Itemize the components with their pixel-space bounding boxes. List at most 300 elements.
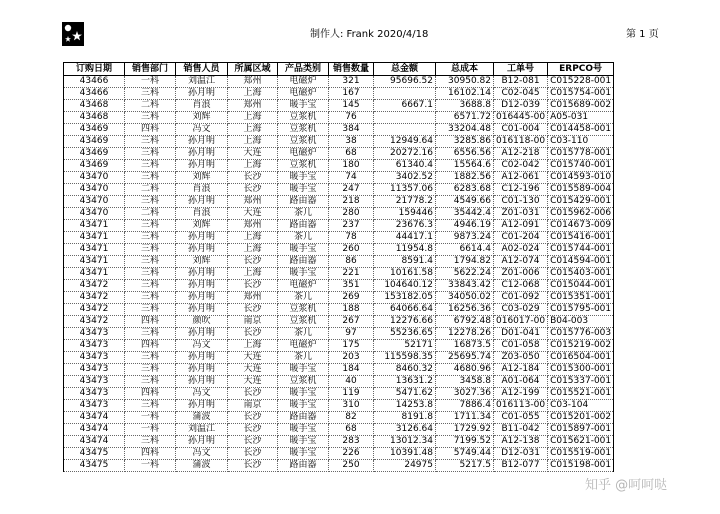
erpco-cell: C015201-002 [548, 412, 614, 424]
total-cost-cell: 4549.66 [436, 196, 494, 208]
region-cell: 长沙 [228, 460, 278, 472]
category-cell: 路由器 [278, 412, 329, 424]
work-order-cell: 016118-00 [494, 136, 548, 148]
order-date-cell: 43469 [64, 148, 125, 160]
region-cell: 长沙 [228, 424, 278, 436]
column-header: 所属区域 [228, 63, 278, 76]
salesperson-cell: 孙月明 [176, 136, 228, 148]
quantity-cell: 188 [329, 304, 374, 316]
total-amount-cell: 153182.05 [374, 292, 436, 304]
table-row [64, 448, 614, 460]
quantity-cell: 184 [329, 364, 374, 376]
erpco-cell: C015744-001 [548, 244, 614, 256]
order-date-cell: 43469 [64, 136, 125, 148]
work-order-cell: A12-138 [494, 436, 548, 448]
total-cost-cell: 6614.4 [436, 244, 494, 256]
erpco-cell: C015795-001 [548, 304, 614, 316]
total-cost-cell: 15564.6 [436, 160, 494, 172]
total-amount-cell: 55236.65 [374, 328, 436, 340]
work-order-cell: 016113-00 [494, 400, 548, 412]
region-cell: 南京 [228, 316, 278, 328]
work-order-cell: C03-029 [494, 304, 548, 316]
quantity-cell: 260 [329, 244, 374, 256]
table-row [64, 460, 614, 472]
quantity-cell: 119 [329, 388, 374, 400]
department-cell: 三科 [125, 268, 176, 280]
region-cell: 上海 [228, 244, 278, 256]
total-amount-cell [374, 88, 436, 100]
region-cell: 上海 [228, 160, 278, 172]
erpco-cell: C015519-001 [548, 448, 614, 460]
category-cell: 茶几 [278, 328, 329, 340]
category-cell: 电磁炉 [278, 280, 329, 292]
category-cell: 电磁炉 [278, 88, 329, 100]
salesperson-cell: 刘辉 [176, 112, 228, 124]
department-cell: 三科 [125, 376, 176, 388]
department-cell: 四科 [125, 388, 176, 400]
total-cost-cell: 1882.56 [436, 172, 494, 184]
erpco-cell: C03-110 [548, 136, 614, 148]
order-date-cell: 43470 [64, 196, 125, 208]
work-order-cell: C12-196 [494, 184, 548, 196]
quantity-cell: 310 [329, 400, 374, 412]
total-amount-cell: 12276.66 [374, 316, 436, 328]
total-amount-cell: 61340.4 [374, 160, 436, 172]
salesperson-cell: 肖浪 [176, 208, 228, 220]
erpco-cell: C015044-001 [548, 280, 614, 292]
total-amount-cell: 23676.3 [374, 220, 436, 232]
quantity-cell: 82 [329, 412, 374, 424]
table-row [64, 424, 614, 436]
region-cell: 长沙 [228, 256, 278, 268]
category-cell: 电磁炉 [278, 148, 329, 160]
quantity-cell: 38 [329, 136, 374, 148]
work-order-cell: A12-091 [494, 220, 548, 232]
work-order-cell: C01-092 [494, 292, 548, 304]
total-cost-cell: 16873.5 [436, 340, 494, 352]
total-amount-cell: 8191.8 [374, 412, 436, 424]
work-order-cell: Z01-006 [494, 268, 548, 280]
total-amount-cell: 11357.06 [374, 184, 436, 196]
salesperson-cell: 冯文 [176, 340, 228, 352]
total-cost-cell: 1711.34 [436, 412, 494, 424]
salesperson-cell: 孙月明 [176, 196, 228, 208]
quantity-cell: 76 [329, 112, 374, 124]
quantity-cell: 226 [329, 448, 374, 460]
salesperson-cell: 肖浪 [176, 184, 228, 196]
table-row [64, 352, 614, 364]
total-amount-cell: 115598.35 [374, 352, 436, 364]
region-cell: 上海 [228, 112, 278, 124]
order-date-cell: 43473 [64, 364, 125, 376]
department-cell: 二科 [125, 208, 176, 220]
total-amount-cell: 3126.64 [374, 424, 436, 436]
region-cell: 长沙 [228, 172, 278, 184]
column-header: 销售人员 [176, 63, 228, 76]
erpco-cell: C015621-001 [548, 436, 614, 448]
order-date-cell: 43471 [64, 232, 125, 244]
department-cell: 一科 [125, 76, 176, 88]
quantity-cell: 321 [329, 76, 374, 88]
table-row [64, 436, 614, 448]
order-date-cell: 43466 [64, 76, 125, 88]
salesperson-cell: 孙月明 [176, 244, 228, 256]
salesperson-cell: 颜吹 [176, 316, 228, 328]
total-cost-cell: 9873.24 [436, 232, 494, 244]
category-cell: 暖手宝 [278, 448, 329, 460]
quantity-cell: 68 [329, 148, 374, 160]
order-date-cell: 43470 [64, 184, 125, 196]
category-cell: 豆浆机 [278, 124, 329, 136]
erpco-cell: C015754-001 [548, 88, 614, 100]
department-cell: 四科 [125, 316, 176, 328]
erpco-cell: C014673-009 [548, 220, 614, 232]
total-amount-cell: 159446 [374, 208, 436, 220]
category-cell: 暖手宝 [278, 424, 329, 436]
total-amount-cell: 64066.64 [374, 304, 436, 316]
category-cell: 豆浆机 [278, 316, 329, 328]
region-cell: 长沙 [228, 328, 278, 340]
total-cost-cell: 1794.82 [436, 256, 494, 268]
table-row [64, 196, 614, 208]
quantity-cell: 221 [329, 268, 374, 280]
department-cell: 三科 [125, 352, 176, 364]
erpco-cell: C015198-001 [548, 460, 614, 472]
erpco-cell: C015740-001 [548, 160, 614, 172]
region-cell: 上海 [228, 88, 278, 100]
department-cell: 三科 [125, 172, 176, 184]
quantity-cell: 269 [329, 292, 374, 304]
order-date-cell: 43471 [64, 244, 125, 256]
total-cost-cell: 6556.56 [436, 148, 494, 160]
table-row [64, 388, 614, 400]
salesperson-cell: 孙月明 [176, 160, 228, 172]
total-cost-cell: 7199.52 [436, 436, 494, 448]
department-cell: 三科 [125, 136, 176, 148]
region-cell: 长沙 [228, 388, 278, 400]
category-cell: 豆浆机 [278, 112, 329, 124]
work-order-cell: B11-042 [494, 424, 548, 436]
department-cell: 一科 [125, 424, 176, 436]
department-cell: 四科 [125, 448, 176, 460]
column-header: 产品类别 [278, 63, 329, 76]
salesperson-cell: 孙月明 [176, 232, 228, 244]
table-row [64, 292, 614, 304]
total-amount-cell: 8460.32 [374, 364, 436, 376]
order-date-cell: 43468 [64, 100, 125, 112]
department-cell: 三科 [125, 436, 176, 448]
salesperson-cell: 孙月明 [176, 400, 228, 412]
category-cell: 路由器 [278, 256, 329, 268]
order-date-cell: 43472 [64, 316, 125, 328]
category-cell: 暖手宝 [278, 400, 329, 412]
department-cell: 三科 [125, 88, 176, 100]
total-cost-cell: 5217.5 [436, 460, 494, 472]
work-order-cell: D01-041 [494, 328, 548, 340]
total-amount-cell [374, 112, 436, 124]
category-cell: 豆浆机 [278, 160, 329, 172]
quantity-cell: 280 [329, 208, 374, 220]
total-amount-cell: 6667.1 [374, 100, 436, 112]
department-cell: 三科 [125, 112, 176, 124]
erpco-cell: C015300-001 [548, 364, 614, 376]
total-cost-cell: 12278.26 [436, 328, 494, 340]
total-amount-cell: 14253.8 [374, 400, 436, 412]
region-cell: 南京 [228, 400, 278, 412]
total-cost-cell: 16102.14 [436, 88, 494, 100]
region-cell: 上海 [228, 340, 278, 352]
total-cost-cell: 4680.96 [436, 364, 494, 376]
total-cost-cell: 3688.8 [436, 100, 494, 112]
work-order-cell: C02-045 [494, 88, 548, 100]
region-cell: 上海 [228, 232, 278, 244]
total-amount-cell [374, 124, 436, 136]
salesperson-cell: 蒲波 [176, 412, 228, 424]
region-cell: 长沙 [228, 304, 278, 316]
department-cell: 四科 [125, 340, 176, 352]
order-date-cell: 43466 [64, 88, 125, 100]
salesperson-cell: 孙月明 [176, 352, 228, 364]
order-date-cell: 43473 [64, 328, 125, 340]
total-amount-cell: 20272.16 [374, 148, 436, 160]
salesperson-cell: 孙月明 [176, 328, 228, 340]
total-amount-cell: 95696.52 [374, 76, 436, 88]
work-order-cell: 016017-00 [494, 316, 548, 328]
order-date-cell: 43474 [64, 412, 125, 424]
category-cell: 暖手宝 [278, 172, 329, 184]
quantity-cell: 145 [329, 100, 374, 112]
order-date-cell: 43473 [64, 340, 125, 352]
order-date-cell: 43469 [64, 160, 125, 172]
work-order-cell: C01-130 [494, 196, 548, 208]
table-row [64, 412, 614, 424]
column-header: ERPCO号 [548, 63, 614, 76]
author-label: 制作人: Frank 2020/4/18 [310, 29, 429, 40]
quantity-cell: 68 [329, 424, 374, 436]
order-date-cell: 43473 [64, 400, 125, 412]
category-cell: 暖手宝 [278, 436, 329, 448]
erpco-cell: C014593-010 [548, 172, 614, 184]
quantity-cell: 351 [329, 280, 374, 292]
quantity-cell: 97 [329, 328, 374, 340]
column-header: 订购日期 [64, 63, 125, 76]
total-amount-cell: 12949.64 [374, 136, 436, 148]
order-date-cell: 43470 [64, 172, 125, 184]
salesperson-cell: 孙月明 [176, 280, 228, 292]
work-order-cell: C01-055 [494, 412, 548, 424]
category-cell: 电磁炉 [278, 76, 329, 88]
table-row [64, 148, 614, 160]
work-order-cell: Z03-050 [494, 352, 548, 364]
column-header: 销售部门 [125, 63, 176, 76]
salesperson-cell: 肖浪 [176, 100, 228, 112]
department-cell: 二科 [125, 184, 176, 196]
work-order-cell: C01-058 [494, 340, 548, 352]
quantity-cell: 250 [329, 460, 374, 472]
table-row [64, 76, 614, 88]
work-order-cell: 016445-00 [494, 112, 548, 124]
department-cell: 一科 [125, 412, 176, 424]
salesperson-cell: 孙月明 [176, 268, 228, 280]
department-cell: 三科 [125, 160, 176, 172]
category-cell: 路由器 [278, 196, 329, 208]
total-amount-cell: 8591.4 [374, 256, 436, 268]
table-row [64, 172, 614, 184]
order-date-cell: 43471 [64, 268, 125, 280]
salesperson-cell: 孙月明 [176, 364, 228, 376]
order-date-cell: 43472 [64, 292, 125, 304]
region-cell: 长沙 [228, 280, 278, 292]
work-order-cell: C01-204 [494, 232, 548, 244]
category-cell: 豆浆机 [278, 304, 329, 316]
erpco-cell: C015351-001 [548, 292, 614, 304]
table-row [64, 376, 614, 388]
table-row [64, 124, 614, 136]
total-cost-cell: 4946.19 [436, 220, 494, 232]
salesperson-cell: 刘辉 [176, 256, 228, 268]
region-cell: 大连 [228, 376, 278, 388]
quantity-cell: 167 [329, 88, 374, 100]
department-cell: 三科 [125, 400, 176, 412]
total-amount-cell: 52171 [374, 340, 436, 352]
quantity-cell: 40 [329, 376, 374, 388]
table-row [64, 268, 614, 280]
order-date-cell: 43474 [64, 436, 125, 448]
order-date-cell: 43475 [64, 448, 125, 460]
work-order-cell: A12-061 [494, 172, 548, 184]
category-cell: 暖手宝 [278, 244, 329, 256]
region-cell: 大连 [228, 148, 278, 160]
table-header-row [64, 63, 614, 76]
quantity-cell: 267 [329, 316, 374, 328]
category-cell: 电磁炉 [278, 340, 329, 352]
department-cell: 三科 [125, 328, 176, 340]
salesperson-cell: 孙月明 [176, 148, 228, 160]
quantity-cell: 180 [329, 160, 374, 172]
order-date-cell: 43475 [64, 460, 125, 472]
category-cell: 路由器 [278, 460, 329, 472]
erpco-cell: C015416-001 [548, 232, 614, 244]
table-row [64, 256, 614, 268]
order-date-cell: 43473 [64, 376, 125, 388]
department-cell: 三科 [125, 364, 176, 376]
erpco-cell: C015589-004 [548, 184, 614, 196]
total-cost-cell: 6571.72 [436, 112, 494, 124]
erpco-cell: C015962-006 [548, 208, 614, 220]
total-amount-cell: 44417.1 [374, 232, 436, 244]
order-date-cell: 43472 [64, 280, 125, 292]
order-date-cell: 43473 [64, 352, 125, 364]
quantity-cell: 384 [329, 124, 374, 136]
order-date-cell: 43470 [64, 208, 125, 220]
total-amount-cell: 13012.34 [374, 436, 436, 448]
work-order-cell: B12-077 [494, 460, 548, 472]
work-order-cell: Z01-031 [494, 208, 548, 220]
erpco-cell: C015403-001 [548, 268, 614, 280]
erpco-cell: C016504-001 [548, 352, 614, 364]
table-row [64, 88, 614, 100]
category-cell: 茶几 [278, 352, 329, 364]
category-cell: 茶几 [278, 292, 329, 304]
erpco-cell: C014594-001 [548, 256, 614, 268]
salesperson-cell: 冯文 [176, 124, 228, 136]
region-cell: 上海 [228, 124, 278, 136]
total-cost-cell: 3458.8 [436, 376, 494, 388]
total-cost-cell: 3027.36 [436, 388, 494, 400]
department-cell: 四科 [125, 124, 176, 136]
total-cost-cell: 30950.82 [436, 76, 494, 88]
table-row [64, 328, 614, 340]
category-cell: 暖手宝 [278, 388, 329, 400]
work-order-cell: A12-074 [494, 256, 548, 268]
column-header: 总成本 [436, 63, 494, 76]
erpco-cell: C015429-001 [548, 196, 614, 208]
salesperson-cell: 蒲波 [176, 460, 228, 472]
quantity-cell: 237 [329, 220, 374, 232]
total-amount-cell: 104640.12 [374, 280, 436, 292]
table-row [64, 220, 614, 232]
department-cell: 三科 [125, 232, 176, 244]
salesperson-cell: 孙月明 [176, 292, 228, 304]
work-order-cell: A12-199 [494, 388, 548, 400]
table-row [64, 232, 614, 244]
region-cell: 大连 [228, 208, 278, 220]
category-cell: 路由器 [278, 220, 329, 232]
salesperson-cell: 孙月明 [176, 88, 228, 100]
region-cell: 郑州 [228, 220, 278, 232]
total-cost-cell: 5749.44 [436, 448, 494, 460]
erpco-cell: C015521-001 [548, 388, 614, 400]
quantity-cell: 283 [329, 436, 374, 448]
category-cell: 暖手宝 [278, 268, 329, 280]
total-cost-cell: 33204.48 [436, 124, 494, 136]
salesperson-cell: 冯文 [176, 448, 228, 460]
order-date-cell: 43471 [64, 220, 125, 232]
quantity-cell: 78 [329, 232, 374, 244]
total-amount-cell: 24975 [374, 460, 436, 472]
salesperson-cell: 刘温江 [176, 76, 228, 88]
work-order-cell: A12-218 [494, 148, 548, 160]
erpco-cell: C015228-001 [548, 76, 614, 88]
erpco-cell: B04-003 [548, 316, 614, 328]
department-cell: 三科 [125, 196, 176, 208]
work-order-cell: D12-039 [494, 100, 548, 112]
sales-table [63, 62, 614, 472]
total-amount-cell: 21778.2 [374, 196, 436, 208]
table-row [64, 280, 614, 292]
salesperson-cell: 孙月明 [176, 376, 228, 388]
table-row [64, 316, 614, 328]
work-order-cell: C01-004 [494, 124, 548, 136]
order-date-cell: 43473 [64, 388, 125, 400]
region-cell: 郑州 [228, 196, 278, 208]
region-cell: 长沙 [228, 436, 278, 448]
erpco-cell: C015776-003 [548, 328, 614, 340]
total-amount-cell: 11954.8 [374, 244, 436, 256]
total-cost-cell: 33843.42 [436, 280, 494, 292]
salesperson-cell: 刘辉 [176, 172, 228, 184]
total-cost-cell: 6283.68 [436, 184, 494, 196]
category-cell: 茶几 [278, 208, 329, 220]
order-date-cell: 43468 [64, 112, 125, 124]
work-order-cell: A01-064 [494, 376, 548, 388]
table-row [64, 136, 614, 148]
total-amount-cell: 10161.58 [374, 268, 436, 280]
table-row [64, 400, 614, 412]
region-cell: 郑州 [228, 100, 278, 112]
erpco-cell: C015219-002 [548, 340, 614, 352]
category-cell: 暖手宝 [278, 364, 329, 376]
